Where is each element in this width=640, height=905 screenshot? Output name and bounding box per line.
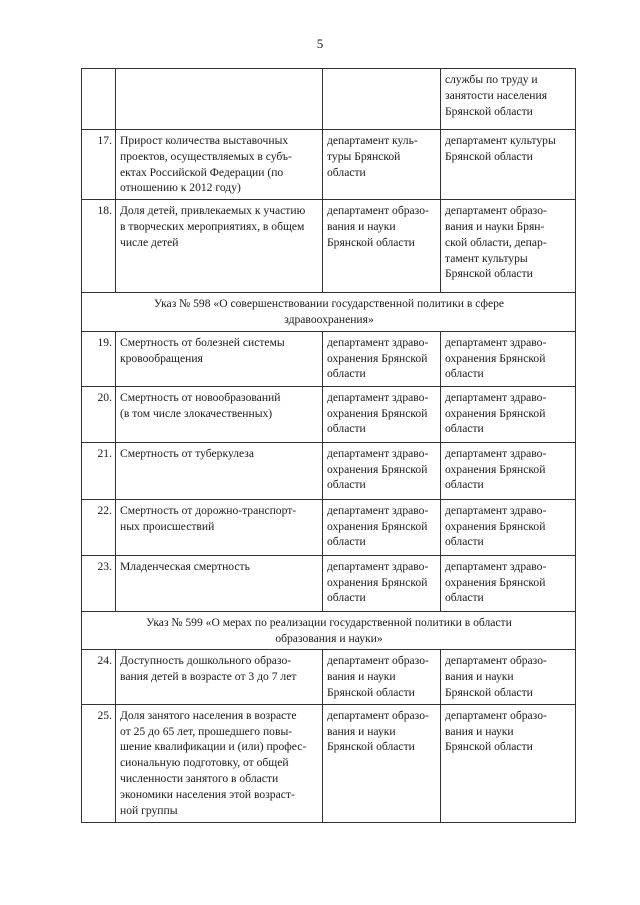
cell-line: Доля детей, привлекаемых к участию bbox=[120, 204, 306, 218]
coresponsible-cell bbox=[441, 650, 576, 704]
cell-line: департамент культуры bbox=[445, 134, 556, 147]
table-row bbox=[82, 130, 576, 200]
responsible-cell bbox=[323, 200, 441, 293]
section-heading-598 bbox=[82, 293, 576, 332]
cell-line: Брянской области bbox=[445, 104, 533, 118]
cell-line: ской области, депар- bbox=[445, 235, 547, 249]
cell-line: области bbox=[327, 367, 366, 381]
cell-line: департамент образо- bbox=[445, 204, 547, 218]
cell-line: департамент здраво- bbox=[445, 559, 547, 573]
cell-line: охранения Брянской bbox=[445, 462, 546, 476]
cell-line: области bbox=[445, 535, 484, 549]
cell-line: области bbox=[327, 422, 366, 436]
table-row-continuation bbox=[82, 69, 576, 130]
cell-line: охранения Брянской bbox=[327, 406, 428, 420]
coresponsible-cell bbox=[441, 555, 576, 611]
responsible-cell bbox=[323, 331, 441, 386]
table-row bbox=[82, 650, 576, 704]
cell-line: тамент культуры bbox=[445, 251, 528, 265]
cell-line: департамент образо- bbox=[445, 708, 547, 722]
section-heading-line: Указ № 599 «О мерах по реализации государственной политики в области bbox=[146, 615, 512, 629]
cell-line: занятости населения bbox=[445, 88, 548, 102]
row-number: 20. bbox=[82, 386, 116, 442]
cell-line: департамент образо- bbox=[327, 654, 429, 668]
section-heading-line: здравоохранения» bbox=[284, 312, 374, 326]
table-row bbox=[82, 386, 576, 442]
cell-line: сиональную подготовку, от общей bbox=[120, 756, 289, 770]
cell-line: департамент здраво- bbox=[327, 446, 429, 460]
number-cell bbox=[82, 69, 116, 130]
cell-line: Брянской области bbox=[327, 685, 415, 699]
cell-line: ных происшествий bbox=[120, 519, 215, 533]
responsible-cell bbox=[323, 499, 441, 555]
cell-line: охранения Брянской bbox=[327, 519, 428, 533]
responsible-cell bbox=[323, 386, 441, 442]
row-number: 21. bbox=[82, 442, 116, 499]
row-number: 23. bbox=[82, 555, 116, 611]
cell-line: Смертность от новообразований bbox=[120, 390, 281, 404]
coresponsible-cell bbox=[441, 200, 576, 293]
indicator-cell bbox=[116, 650, 323, 704]
responsible-cell bbox=[323, 650, 441, 704]
cell-line: Брянской области bbox=[327, 235, 415, 249]
cell-line: туры Брянской bbox=[327, 149, 401, 163]
indicator-cell bbox=[116, 130, 323, 200]
table-row bbox=[82, 499, 576, 555]
cell-line: охранения Брянской bbox=[327, 462, 428, 476]
cell-line: вания и науки Брян- bbox=[445, 219, 545, 233]
cell-line: Доля занятого населения в возрасте bbox=[120, 708, 297, 722]
cell-line: Брянской области bbox=[445, 149, 533, 163]
cell-line: департамент здраво- bbox=[327, 390, 429, 404]
coresponsible-cell bbox=[441, 331, 576, 386]
cell-line: охранения Брянской bbox=[445, 351, 546, 365]
cell-line: (в том числе злокачественных) bbox=[120, 406, 273, 420]
row-number: 17. bbox=[82, 130, 116, 200]
cell-line: охранения Брянской bbox=[327, 575, 428, 589]
table-row bbox=[82, 200, 576, 293]
cell-line: области bbox=[445, 478, 484, 492]
indicator-cell bbox=[116, 331, 323, 386]
cell-line: вания и науки bbox=[445, 670, 514, 684]
indicator-cell bbox=[116, 499, 323, 555]
cell-line: числе детей bbox=[120, 235, 179, 249]
cell-line: Смертность от дорожно-транспорт- bbox=[120, 503, 297, 517]
responsible-cell bbox=[323, 704, 441, 822]
cell-line: ной группы bbox=[120, 803, 178, 817]
coresponsible-cell bbox=[441, 130, 576, 200]
cell-line: службы по труду и bbox=[445, 73, 538, 86]
row-number: 18. bbox=[82, 200, 116, 293]
cell-line: шение квалификации и (или) профес- bbox=[120, 740, 307, 754]
responsible-cell bbox=[323, 69, 441, 130]
cell-line: Брянской области bbox=[445, 267, 533, 281]
cell-line: охранения Брянской bbox=[445, 519, 546, 533]
cell-line: охранения Брянской bbox=[445, 575, 546, 589]
indicator-cell bbox=[116, 386, 323, 442]
cell-line: департамент здраво- bbox=[327, 503, 429, 517]
table-row bbox=[82, 704, 576, 822]
coresponsible-cell bbox=[441, 499, 576, 555]
cell-line: Брянской области bbox=[327, 740, 415, 754]
cell-line: области bbox=[327, 535, 366, 549]
table-row bbox=[82, 442, 576, 499]
cell-line: департамент образо- bbox=[327, 204, 429, 218]
coresponsible-cell bbox=[441, 442, 576, 499]
row-number: 24. bbox=[82, 650, 116, 704]
section-row bbox=[82, 611, 576, 650]
section-heading-line: Указ № 598 «О совершенствовании государственной политики в сфере bbox=[153, 297, 505, 311]
table-row bbox=[82, 331, 576, 386]
cell-line: Брянской области bbox=[445, 685, 533, 699]
cell-line: от 25 до 65 лет, прошедшего повы- bbox=[120, 724, 293, 738]
cell-line: области bbox=[327, 165, 366, 179]
indicator-cell bbox=[116, 200, 323, 293]
cell-line: департамент здраво- bbox=[445, 503, 547, 517]
indicator-cell bbox=[116, 442, 323, 499]
indicator-cell bbox=[116, 555, 323, 611]
cell-line: отношению к 2012 году) bbox=[120, 181, 241, 195]
cell-line: Брянской области bbox=[445, 740, 533, 754]
cell-line: вания и науки bbox=[327, 670, 396, 684]
indicator-cell bbox=[116, 704, 323, 822]
cell-line: вания и науки bbox=[445, 724, 514, 738]
cell-line: области bbox=[327, 591, 366, 605]
responsible-cell bbox=[323, 442, 441, 499]
coresponsible-cell bbox=[441, 69, 576, 130]
cell-line: департамент здраво- bbox=[445, 446, 547, 460]
section-heading-599 bbox=[82, 611, 576, 650]
section-heading-line: образования и науки» bbox=[275, 631, 383, 645]
section-row bbox=[82, 293, 576, 332]
cell-line: департамент здраво- bbox=[327, 559, 429, 573]
cell-line: охранения Брянской bbox=[327, 351, 428, 365]
row-number: 19. bbox=[82, 331, 116, 386]
table-row bbox=[82, 555, 576, 611]
cell-line: Смертность от болезней системы bbox=[120, 335, 285, 349]
cell-line: Прирост количества выставочных bbox=[120, 134, 289, 147]
responsible-cell bbox=[323, 130, 441, 200]
indicator-cell bbox=[116, 69, 323, 130]
cell-line: Младенческая смертность bbox=[120, 559, 250, 573]
indicators-table bbox=[81, 68, 576, 823]
cell-line: департамент образо- bbox=[327, 708, 429, 722]
cell-line: проектов, осуществляемых в субъ- bbox=[120, 149, 292, 163]
cell-line: области bbox=[445, 422, 484, 436]
cell-line: департамент здраво- bbox=[445, 390, 547, 404]
cell-line: ектах Российской Федерации (по bbox=[120, 165, 284, 179]
cell-line: области bbox=[445, 591, 484, 605]
cell-line: департамент здраво- bbox=[445, 335, 547, 349]
cell-line: вания детей в возрасте от 3 до 7 лет bbox=[120, 670, 297, 684]
row-number: 22. bbox=[82, 499, 116, 555]
coresponsible-cell bbox=[441, 386, 576, 442]
cell-line: департамент здраво- bbox=[327, 335, 429, 349]
cell-line: кровообращения bbox=[120, 351, 203, 365]
responsible-cell bbox=[323, 555, 441, 611]
coresponsible-cell bbox=[441, 704, 576, 822]
cell-line: области bbox=[327, 478, 366, 492]
cell-line: области bbox=[445, 367, 484, 381]
cell-line: экономики населения этой возраст- bbox=[120, 787, 295, 801]
row-number: 25. bbox=[82, 704, 116, 822]
cell-line: охранения Брянской bbox=[445, 406, 546, 420]
cell-line: Доступность дошкольного образо- bbox=[120, 654, 292, 668]
cell-line: департамент образо- bbox=[445, 654, 547, 668]
cell-line: департамент куль- bbox=[327, 134, 418, 147]
cell-line: вания и науки bbox=[327, 219, 396, 233]
cell-line: численности занятого в области bbox=[120, 771, 279, 785]
cell-line: Смертность от туберкулеза bbox=[120, 446, 255, 460]
cell-line: вания и науки bbox=[327, 724, 396, 738]
page-number: 5 bbox=[316, 36, 324, 51]
cell-line: в творческих мероприятиях, в общем bbox=[120, 219, 305, 233]
